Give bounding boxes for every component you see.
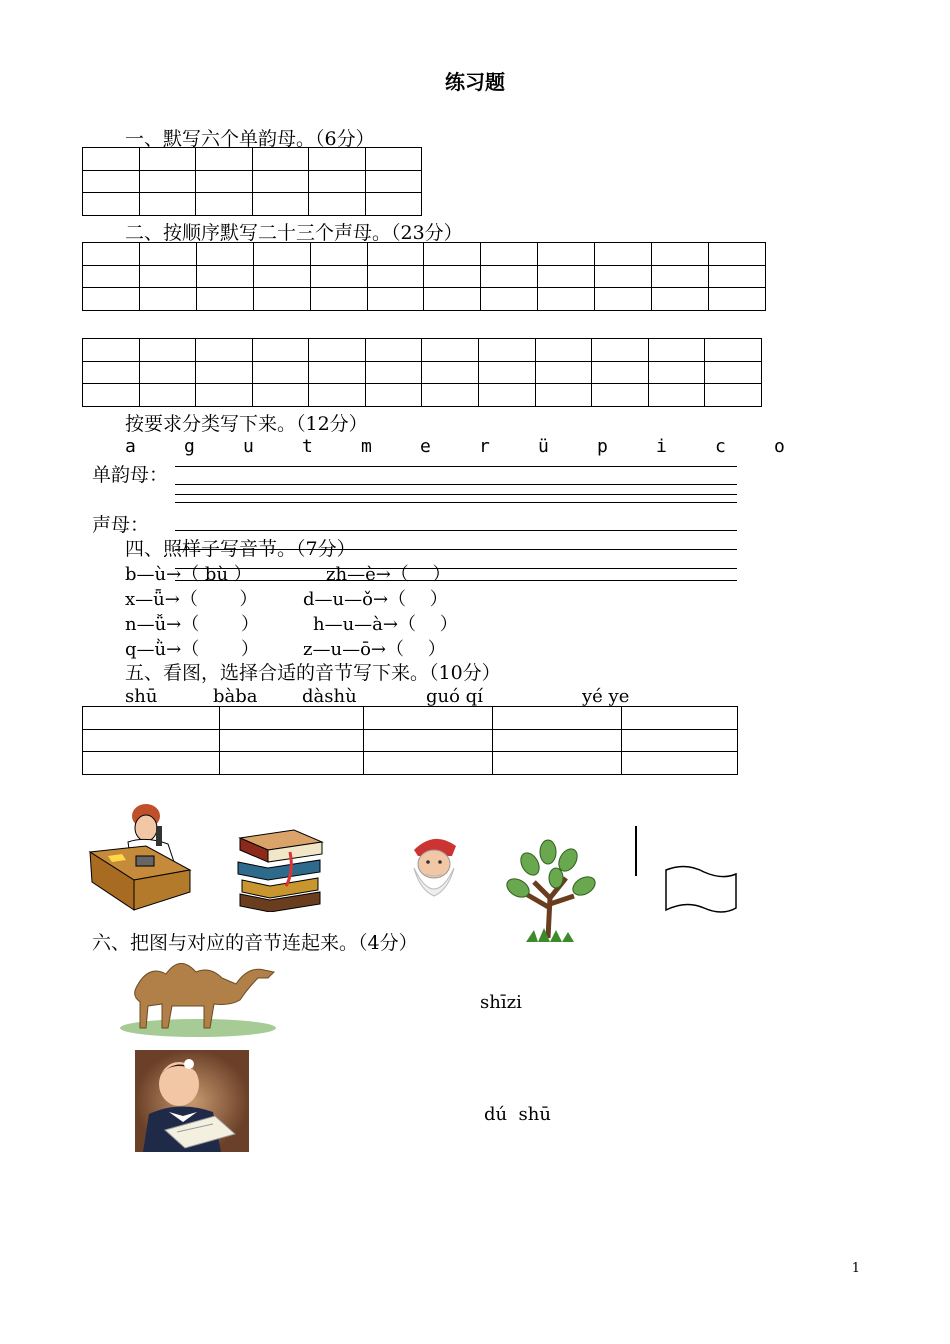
section-4-heading: 四、照样子写音节。（7分）: [125, 538, 356, 560]
section-3-heading: 按要求分类写下来。（12分）: [125, 413, 368, 435]
write-line: [175, 580, 737, 581]
letter: a: [125, 436, 136, 457]
letter: p: [597, 436, 608, 457]
section-5-heading: 五、看图，选择合适的音节写下来。（10分）: [125, 662, 501, 684]
example-right: z—u—ō→（ ）: [303, 639, 446, 660]
example-left: x—ǖ→（ ）: [125, 589, 258, 610]
grandpa-picture: [404, 830, 464, 910]
letter: g: [184, 436, 195, 457]
page-title: 练习题: [445, 70, 505, 94]
letter: t: [302, 436, 313, 457]
example-left: b—ù→（ bù ）: [125, 564, 252, 585]
flag-picture: [630, 824, 742, 918]
write-line: [175, 494, 737, 495]
grid-single-finals: [82, 147, 422, 216]
example-left: n—ǚ→（ ）: [125, 614, 259, 635]
grid-picture-answers: [82, 706, 738, 775]
syllable-option: dàshù: [302, 686, 357, 707]
letter: o: [774, 436, 785, 457]
grid-initials-a: [82, 242, 766, 311]
letter: ü: [538, 436, 549, 457]
example-right: d—u—ǒ→（ ）: [303, 589, 448, 610]
father-on-phone-picture: [86, 798, 192, 912]
write-line: [175, 530, 737, 531]
books-picture: [234, 828, 326, 912]
letter: u: [243, 436, 254, 457]
letter: c: [715, 436, 726, 457]
match-syllable: shīzi: [480, 992, 522, 1013]
letter: r: [479, 436, 490, 457]
syllable-option: bàba: [213, 686, 258, 707]
write-line: [175, 466, 737, 467]
letter: e: [420, 436, 431, 457]
label-single-finals: 单韵母：: [92, 464, 169, 486]
section-2-heading: 二、按顺序默写二十三个声母。（23分）: [125, 222, 463, 244]
tree-picture: [504, 838, 600, 944]
example-right: h—u—à→（ ）: [313, 614, 458, 635]
letter-list: [125, 436, 785, 457]
section-6-heading: 六、把图与对应的音节连起来。（4分）: [92, 932, 418, 954]
write-line: [175, 484, 737, 485]
letter: i: [656, 436, 667, 457]
label-initials: 声母：: [92, 514, 150, 536]
example-left: q—ǜ→（ ）: [125, 639, 259, 660]
write-line: [175, 568, 737, 569]
section-1-heading: 一、默写六个单韵母。（6分）: [125, 128, 375, 150]
grid-initials-b: [82, 338, 762, 407]
letter: m: [361, 436, 372, 457]
example-right: zh—è→（ ）: [326, 564, 451, 585]
write-line: [175, 502, 737, 503]
syllable-option: shū: [125, 686, 158, 707]
syllable-option: yé ye: [582, 686, 630, 707]
child-reading-picture: [135, 1050, 249, 1152]
page-number: 1: [851, 1261, 860, 1276]
match-syllable: dú shū: [484, 1104, 551, 1125]
syllable-option: guó qí: [426, 686, 483, 707]
camel-picture: [118, 948, 278, 1038]
